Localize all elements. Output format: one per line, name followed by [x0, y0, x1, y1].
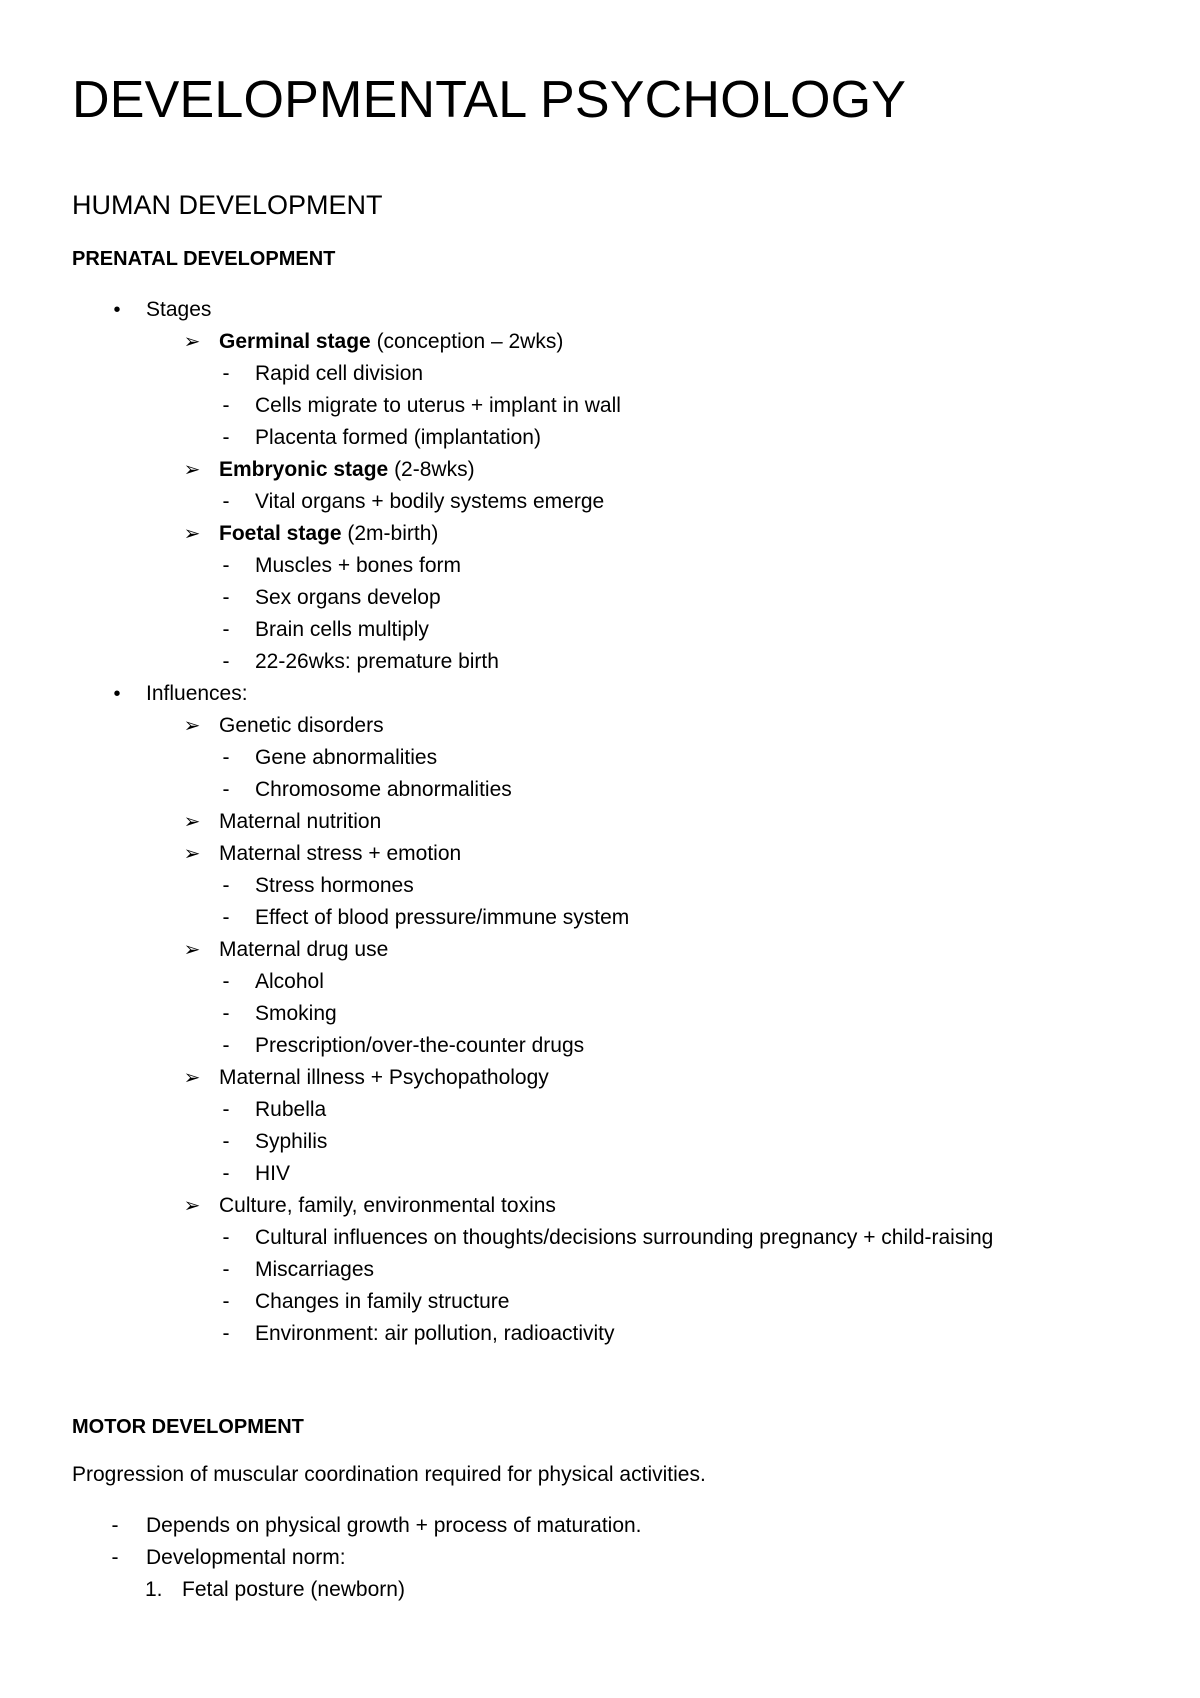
- list-item: ➢ Maternal nutrition: [219, 806, 381, 838]
- dash-icon: -: [222, 490, 230, 513]
- dash-icon: -: [222, 618, 230, 641]
- list-item: • Influences:: [146, 678, 248, 710]
- dash-icon: -: [222, 1322, 230, 1345]
- list-item: - Changes in family structure: [255, 1286, 509, 1318]
- dash-icon: -: [222, 1258, 230, 1281]
- arrow-bullet-icon: ➢: [183, 523, 201, 545]
- dash-icon: -: [222, 650, 230, 673]
- list-item: - Sex organs develop: [255, 582, 441, 614]
- arrow-bullet-icon: ➢: [183, 331, 201, 353]
- dash-icon: -: [222, 394, 230, 417]
- list-item: ➢ Genetic disorders: [219, 710, 384, 742]
- dash-icon: -: [222, 1130, 230, 1153]
- list-item: - Effect of blood pressure/immune system: [255, 902, 629, 934]
- list-item: ➢ Embryonic stage (2-8wks): [219, 454, 475, 486]
- list-item: - Cells migrate to uterus + implant in wall: [255, 390, 621, 422]
- list-item: - 22-26wks: premature birth: [255, 646, 499, 678]
- list-item: - HIV: [255, 1158, 290, 1190]
- motor-heading: MOTOR DEVELOPMENT: [72, 1416, 304, 1438]
- list-item: - Prescription/over-the-counter drugs: [255, 1030, 584, 1062]
- list-number: 1.: [145, 1578, 163, 1601]
- dash-icon: -: [222, 1034, 230, 1057]
- list-item: - Cultural influences on thoughts/decisions surrounding pregnancy + child-raising: [255, 1222, 993, 1254]
- list-item: • Stages: [146, 294, 211, 326]
- dash-icon: -: [222, 1098, 230, 1121]
- list-item: - Developmental norm:: [146, 1542, 346, 1574]
- bullet-icon: •: [113, 683, 121, 705]
- dash-icon: -: [222, 586, 230, 609]
- list-item: ➢ Culture, family, environmental toxins: [219, 1190, 556, 1222]
- list-item: - Rapid cell division: [255, 358, 423, 390]
- arrow-bullet-icon: ➢: [183, 811, 201, 833]
- dash-icon: -: [111, 1514, 119, 1537]
- page-title: DEVELOPMENTAL PSYCHOLOGY: [72, 71, 907, 129]
- list-item: - Gene abnormalities: [255, 742, 437, 774]
- list-item: - Vital organs + bodily systems emerge: [255, 486, 604, 518]
- dash-icon: -: [222, 426, 230, 449]
- list-item: - Alcohol: [255, 966, 324, 998]
- section-heading: HUMAN DEVELOPMENT: [72, 190, 383, 220]
- dash-icon: -: [222, 1226, 230, 1249]
- arrow-bullet-icon: ➢: [183, 715, 201, 737]
- list-item: - Chromosome abnormalities: [255, 774, 512, 806]
- list-item: - Syphilis: [255, 1126, 327, 1158]
- list-item: - Muscles + bones form: [255, 550, 461, 582]
- list-item: ➢ Maternal drug use: [219, 934, 388, 966]
- dash-icon: -: [222, 554, 230, 577]
- arrow-bullet-icon: ➢: [183, 939, 201, 961]
- dash-icon: -: [222, 746, 230, 769]
- dash-icon: -: [222, 362, 230, 385]
- arrow-bullet-icon: ➢: [183, 1067, 201, 1089]
- list-item: - Environment: air pollution, radioactivity: [255, 1318, 615, 1350]
- list-item: - Brain cells multiply: [255, 614, 429, 646]
- bullet-icon: •: [113, 299, 121, 321]
- arrow-bullet-icon: ➢: [183, 459, 201, 481]
- list-item: - Rubella: [255, 1094, 326, 1126]
- list-item: ➢ Germinal stage (conception – 2wks): [219, 326, 563, 358]
- arrow-bullet-icon: ➢: [183, 843, 201, 865]
- dash-icon: -: [222, 778, 230, 801]
- list-item: ➢ Maternal stress + emotion: [219, 838, 461, 870]
- dash-icon: -: [222, 1162, 230, 1185]
- dash-icon: -: [111, 1546, 119, 1569]
- list-item: - Placenta formed (implantation): [255, 422, 541, 454]
- dash-icon: -: [222, 906, 230, 929]
- list-item: ➢ Maternal illness + Psychopathology: [219, 1062, 549, 1094]
- list-item: - Miscarriages: [255, 1254, 374, 1286]
- list-item: - Depends on physical growth + process of maturation.: [146, 1510, 642, 1542]
- motor-definition: Progression of muscular coordination required for physical activities.: [72, 1463, 706, 1486]
- prenatal-heading: PRENATAL DEVELOPMENT: [72, 248, 336, 270]
- list-item: 1. Fetal posture (newborn): [182, 1574, 405, 1606]
- list-item: ➢ Foetal stage (2m-birth): [219, 518, 438, 550]
- list-item: - Stress hormones: [255, 870, 414, 902]
- list-item: - Smoking: [255, 998, 337, 1030]
- dash-icon: -: [222, 874, 230, 897]
- arrow-bullet-icon: ➢: [183, 1195, 201, 1217]
- dash-icon: -: [222, 970, 230, 993]
- dash-icon: -: [222, 1002, 230, 1025]
- dash-icon: -: [222, 1290, 230, 1313]
